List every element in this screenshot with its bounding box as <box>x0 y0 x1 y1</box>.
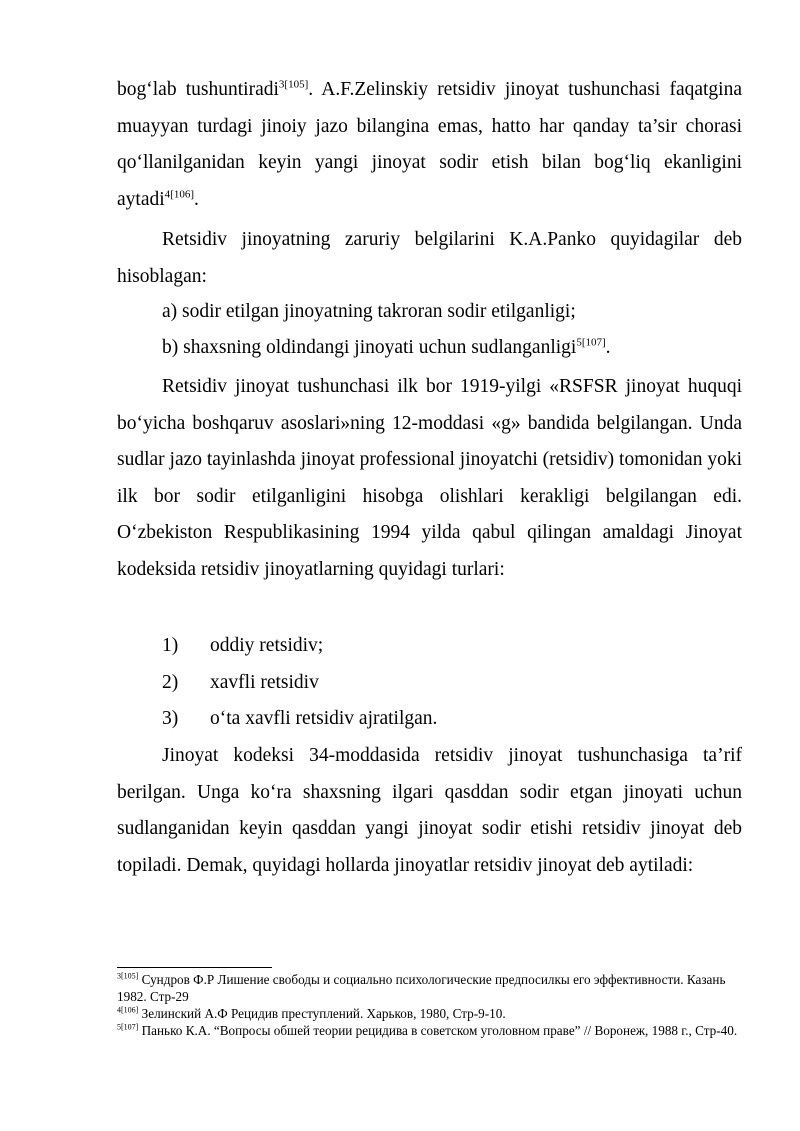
paragraph-panko: Retsidiv jinoyatning zaruriy belgilarini K.A.Panko quyidagilar deb hisoblagan: <box>117 229 742 287</box>
footnote-separator <box>117 967 272 968</box>
list-item-text: xavfli retsidiv <box>210 672 319 693</box>
list-number: 1) <box>162 635 179 656</box>
footnote-3 <box>117 971 742 1005</box>
footnote-text: Зелинский А.Ф Рецидив преступлений. Харьков, 1980, Стр-9-10. <box>138 1006 506 1021</box>
footnote-number: 3[105] <box>117 971 139 981</box>
list-item-text: oddiy retsidiv; <box>210 635 324 656</box>
list-item-b <box>162 336 611 360</box>
footnote-ref[interactable]: 5[107] <box>576 336 606 349</box>
list-item-a: a) sodir etilgan jinoyatning takroran sodir etilganligi; <box>162 301 576 322</box>
paragraph-history: Retsidiv jinoyat tushunchasi ilk bor 1919-yilgi «RSFSR jinoyat huquqi bo‘yicha boshqaruv asoslari»ning 12-moddasi «g» bandida belgilangan. Unda sudlar jazo tayinlashda jinoyat professional jinoyatchi (retsidiv) tomonidan yoki ilk bor sodir etilganligini hisobga olishlari kerakligi belgilangan edi. O‘zbekiston Respublikasining 1994 yilda qabul qilingan amaldagi Jinoyat kodeksida retsidiv jinoyatlarning quyidagi turlari: <box>117 376 742 580</box>
list-number: 2) <box>162 672 179 693</box>
paragraph-text: . <box>193 188 199 210</box>
list-item-text: b) shaxsning oldindangi jinoyati uchun sudlanganligi <box>162 337 577 358</box>
list-item-text: . <box>605 337 611 358</box>
footnote-4 <box>117 1005 742 1022</box>
footnote-number: 5[107] <box>117 1022 139 1032</box>
list-number: 3) <box>162 708 179 729</box>
footnote-ref[interactable]: 3[105] <box>278 78 309 91</box>
paragraph-zelinskiy <box>117 72 742 218</box>
list-item-text: o‘ta xavfli retsidiv ajratilgan. <box>210 708 438 729</box>
footnote-5 <box>117 1022 742 1039</box>
paragraph-text: . A.F.Zelinskiy retsidiv jinoyat tushunchasi faqatgina muayyan turdagi jinoiy jazo bilangina emas, hatto har qanday ta’sir chorasi qo‘llanilganidan keyin yangi jinoyat sodir etish bilan bog‘liq ekanligini aytadi <box>117 79 743 210</box>
paragraph-text: bog‘lab tushuntiradi <box>117 79 279 100</box>
paragraph-article-34: Jinoyat kodeksi 34-moddasida retsidiv jinoyat tushunchasiga ta’rif berilgan. Unga ko‘ra shaxsning ilgari qasddan sodir etgan jinoyati uchun sudlanganidan keyin qasddan yangi jinoyat sodir etishi retsidiv jinoyat deb topiladi. Demak, quyidagi hollarda jinoyatlar retsidiv jinoyat deb aytiladi: <box>117 745 742 876</box>
footnote-text: Панько К.А. “Вопросы обшей теории рецидива в советском уголовном праве” // Воронеж, 1988 г., Стр-40. <box>138 1023 738 1038</box>
footnote-ref[interactable]: 4[106] <box>164 188 194 201</box>
footnote-text: Сундров Ф.Р Лишение свободы и социально психологические предпосилкы его эффективности. Казань 1982. Стр-29 <box>117 972 726 1004</box>
footnote-number: 4[106] <box>117 1005 139 1015</box>
